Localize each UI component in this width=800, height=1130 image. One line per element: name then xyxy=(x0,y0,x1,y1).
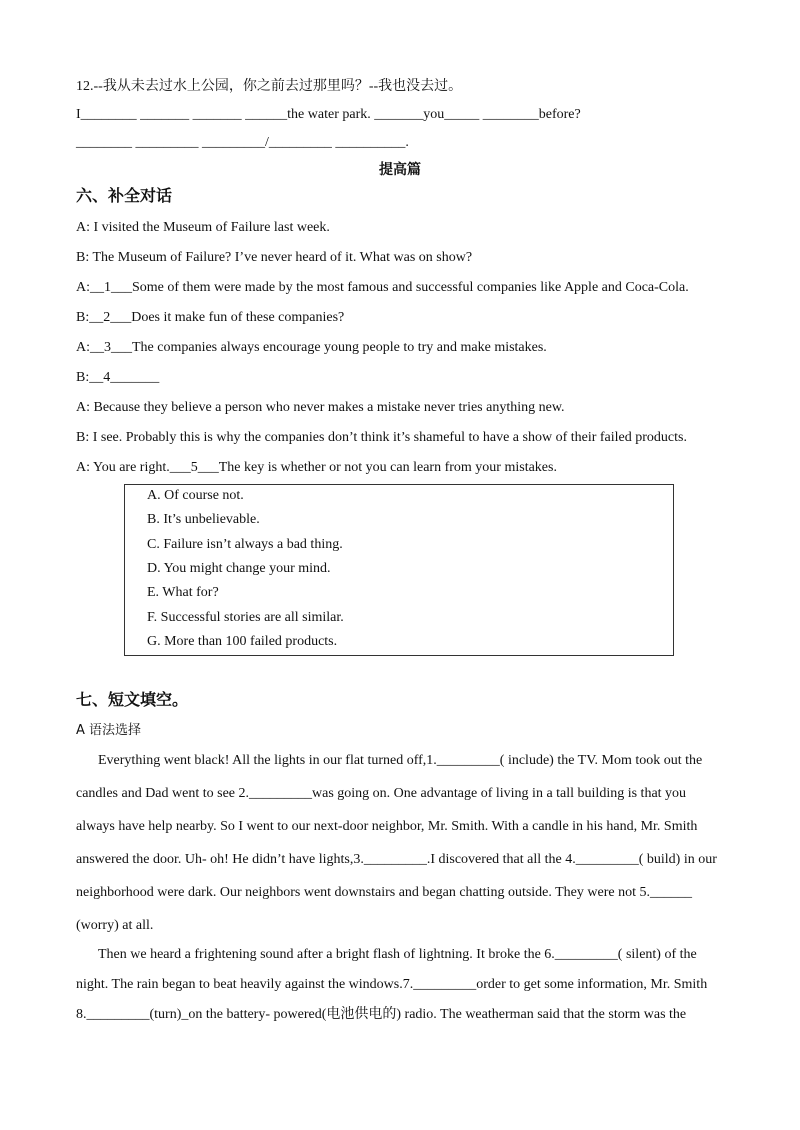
section7-subtitle: A 语法选择 xyxy=(76,723,142,738)
dialogue-line: A: You are right.___5___The key is whether or not you can learn from your mistakes. xyxy=(76,460,557,475)
level-title: 提高篇 xyxy=(379,163,421,178)
passage-line: answered the door. Uh- oh! He didn’t have lights,3._________.I discovered that all the 4._________( build) in our xyxy=(76,852,717,867)
option-item: G. More than 100 failed products. xyxy=(147,634,338,649)
q12-blank-line-2: ________ _________ _________/_________ __________. xyxy=(76,135,409,150)
option-item: E. What for? xyxy=(147,585,219,600)
passage-line: neighborhood were dark. Our neighbors went downstairs and began chatting outside. They were not 5.______ xyxy=(76,885,692,900)
dialogue-line: A: Because they believe a person who never makes a mistake never tries anything new. xyxy=(76,400,565,415)
passage-line: 8._________(turn)_on the battery- powered(电池供电的) radio. The weatherman said that the storm was the xyxy=(76,1007,687,1022)
section7-title: 七、短文填空。 xyxy=(76,690,189,709)
section6-title: 六、补全对话 xyxy=(76,186,173,205)
dialogue-line: B:__2___Does it make fun of these companies? xyxy=(76,310,345,325)
options-box xyxy=(124,484,674,656)
option-item: A. Of course not. xyxy=(147,488,244,503)
passage-line: Everything went black! All the lights in our flat turned off,1._________( include) the TV. Mom took out the xyxy=(98,753,703,768)
q12-chinese: 12.--我从未去过水上公园，你之前去过那里吗？--我也没去过。 xyxy=(76,79,463,94)
option-item: C. Failure isn’t always a bad thing. xyxy=(147,537,343,552)
q12-blank-line-1: I________ _______ _______ ______the water park. _______you_____ ________before? xyxy=(76,107,581,122)
passage-line: always have help nearby. So I went to our next-door neighbor, Mr. Smith. With a candle in his hand, Mr. Smith xyxy=(76,819,698,834)
dialogue-line: A:__3___The companies always encourage young people to try and make mistakes. xyxy=(76,340,547,355)
passage-line: (worry) at all. xyxy=(76,918,154,933)
option-item: F. Successful stories are all similar. xyxy=(147,610,344,625)
dialogue-line: B:__4_______ xyxy=(76,370,160,385)
option-item: B. It’s unbelievable. xyxy=(147,512,260,527)
dialogue-line: A: I visited the Museum of Failure last week. xyxy=(76,220,330,235)
dialogue-line: B: I see. Probably this is why the companies don’t think it’s shameful to have a show of their failed products. xyxy=(76,430,687,445)
option-item: D. You might change your mind. xyxy=(147,561,331,576)
passage-line: Then we heard a frightening sound after a bright flash of lightning. It broke the 6._________( silent) of the xyxy=(98,947,697,962)
dialogue-line: A:__1___Some of them were made by the most famous and successful companies like Apple and Coca-Cola. xyxy=(76,280,689,295)
dialogue-line: B: The Museum of Failure? I’ve never heard of it. What was on show? xyxy=(76,250,473,265)
passage-line: night. The rain began to beat heavily against the windows.7._________order to get some information, Mr. Smith xyxy=(76,977,708,992)
passage-line: candles and Dad went to see 2._________was going on. One advantage of living in a tall building is that you xyxy=(76,786,687,801)
